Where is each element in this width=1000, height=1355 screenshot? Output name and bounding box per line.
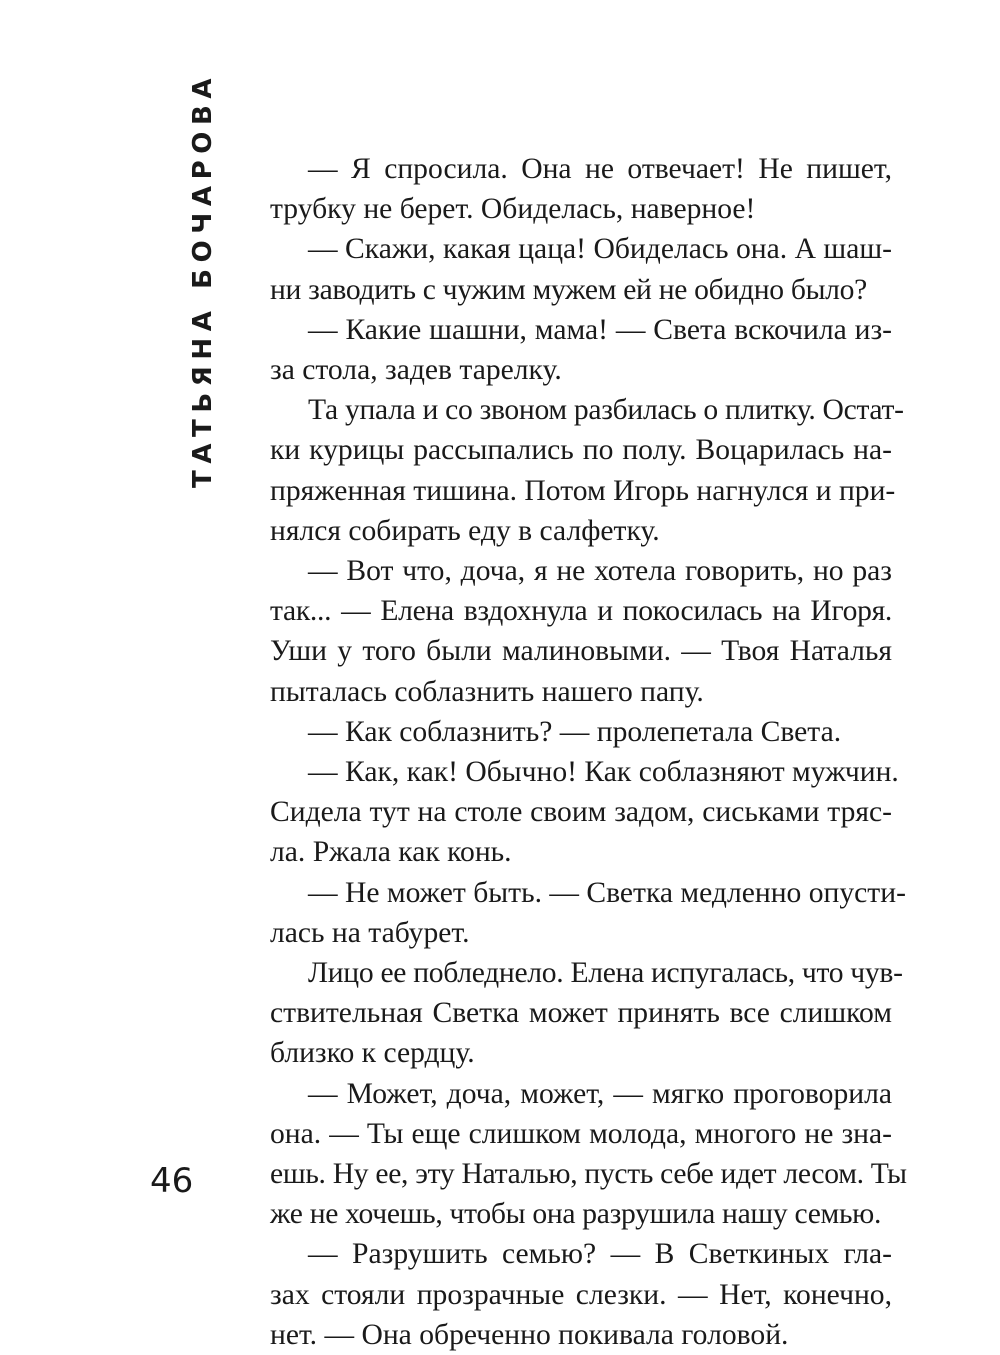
text-line: Уши у того были малиновыми. — Твоя Наталья — [270, 635, 892, 668]
text-line: же не хочешь, чтобы она разрушила нашу семью. — [270, 1198, 882, 1231]
text-line: Та упала и со звоном разбилась о плитку. Остат- — [308, 394, 904, 427]
paragraph — [270, 1234, 892, 1355]
text-line: ствительная Светка может принять все слишком — [270, 997, 892, 1030]
paragraph — [270, 873, 906, 953]
running-head-author: ТАТЬЯНА БОЧАРОВА — [188, 71, 218, 488]
paragraph — [270, 310, 892, 390]
text-line: Лицо ее побледнело. Елена испугалась, что чув- — [308, 957, 903, 990]
text-line: ки курицы рассыпались по полу. Воцарилась на- — [270, 434, 892, 467]
text-line: зах стояли прозрачные слезки. — Нет, конечно, — [270, 1278, 892, 1311]
text-line: нялся собирать еду в салфетку. — [270, 514, 660, 547]
text-line: лась на табурет. — [270, 916, 470, 949]
text-line: ни заводить с чужим мужем ей не обидно было? — [270, 273, 867, 306]
text-line: так... — Елена вздохнула и покосилась на Игоря. — [270, 595, 892, 628]
text-line: ешь. Ну ее, эту Наталью, пусть себе идет лесом. Ты — [270, 1158, 907, 1191]
text-line: — Как соблазнить? — пролепетала Света. — [308, 715, 842, 748]
text-line: — Как, как! Обычно! Как соблазняют мужчин. — [308, 756, 899, 789]
page-number: 46 — [150, 1161, 194, 1201]
text-line: — Может, доча, может, — мягко проговорила — [308, 1077, 892, 1110]
paragraph — [270, 752, 899, 873]
text-line: — Разрушить семью? — В Светкиных гла- — [308, 1238, 892, 1271]
text-line: ла. Ржала как конь. — [270, 836, 512, 869]
text-line: — Я спросила. Она не отвечает! Не пишет, — [308, 153, 892, 185]
text-line: — Вот что, доча, я не хотела говорить, но раз — [308, 555, 892, 588]
text-line: пряженная тишина. Потом Игорь нагнулся и при- — [270, 474, 896, 507]
text-line: — Какие шашни, мама! — Света вскочила из- — [308, 313, 892, 346]
paragraph — [270, 390, 904, 551]
text-line: трубку не берет. Обиделась, наверное! — [270, 193, 756, 226]
paragraph — [270, 149, 892, 229]
text-line: — Скажи, какая цаца! Обиделась она. А шаш- — [308, 233, 892, 266]
text-line: пыталась соблазнить нашего папу. — [270, 675, 704, 708]
paragraph — [270, 229, 892, 309]
paragraph — [270, 953, 903, 1074]
text-line: за стола, задев тарелку. — [270, 354, 562, 387]
paragraph — [270, 551, 892, 712]
paragraph — [270, 1074, 907, 1235]
text-line: — Не может быть. — Светка медленно опусти- — [308, 876, 906, 909]
paragraph — [270, 712, 892, 752]
text-line: близко к сердцу. — [270, 1037, 475, 1070]
text-line: она. — Ты еще слишком молода, многого не зна- — [270, 1117, 892, 1150]
text-line: нет. — Она обреченно покивала головой. — [270, 1318, 789, 1351]
text-line: Сидела тут на столе своим задом, сиськами тряс- — [270, 796, 892, 829]
body-text — [270, 149, 907, 1355]
